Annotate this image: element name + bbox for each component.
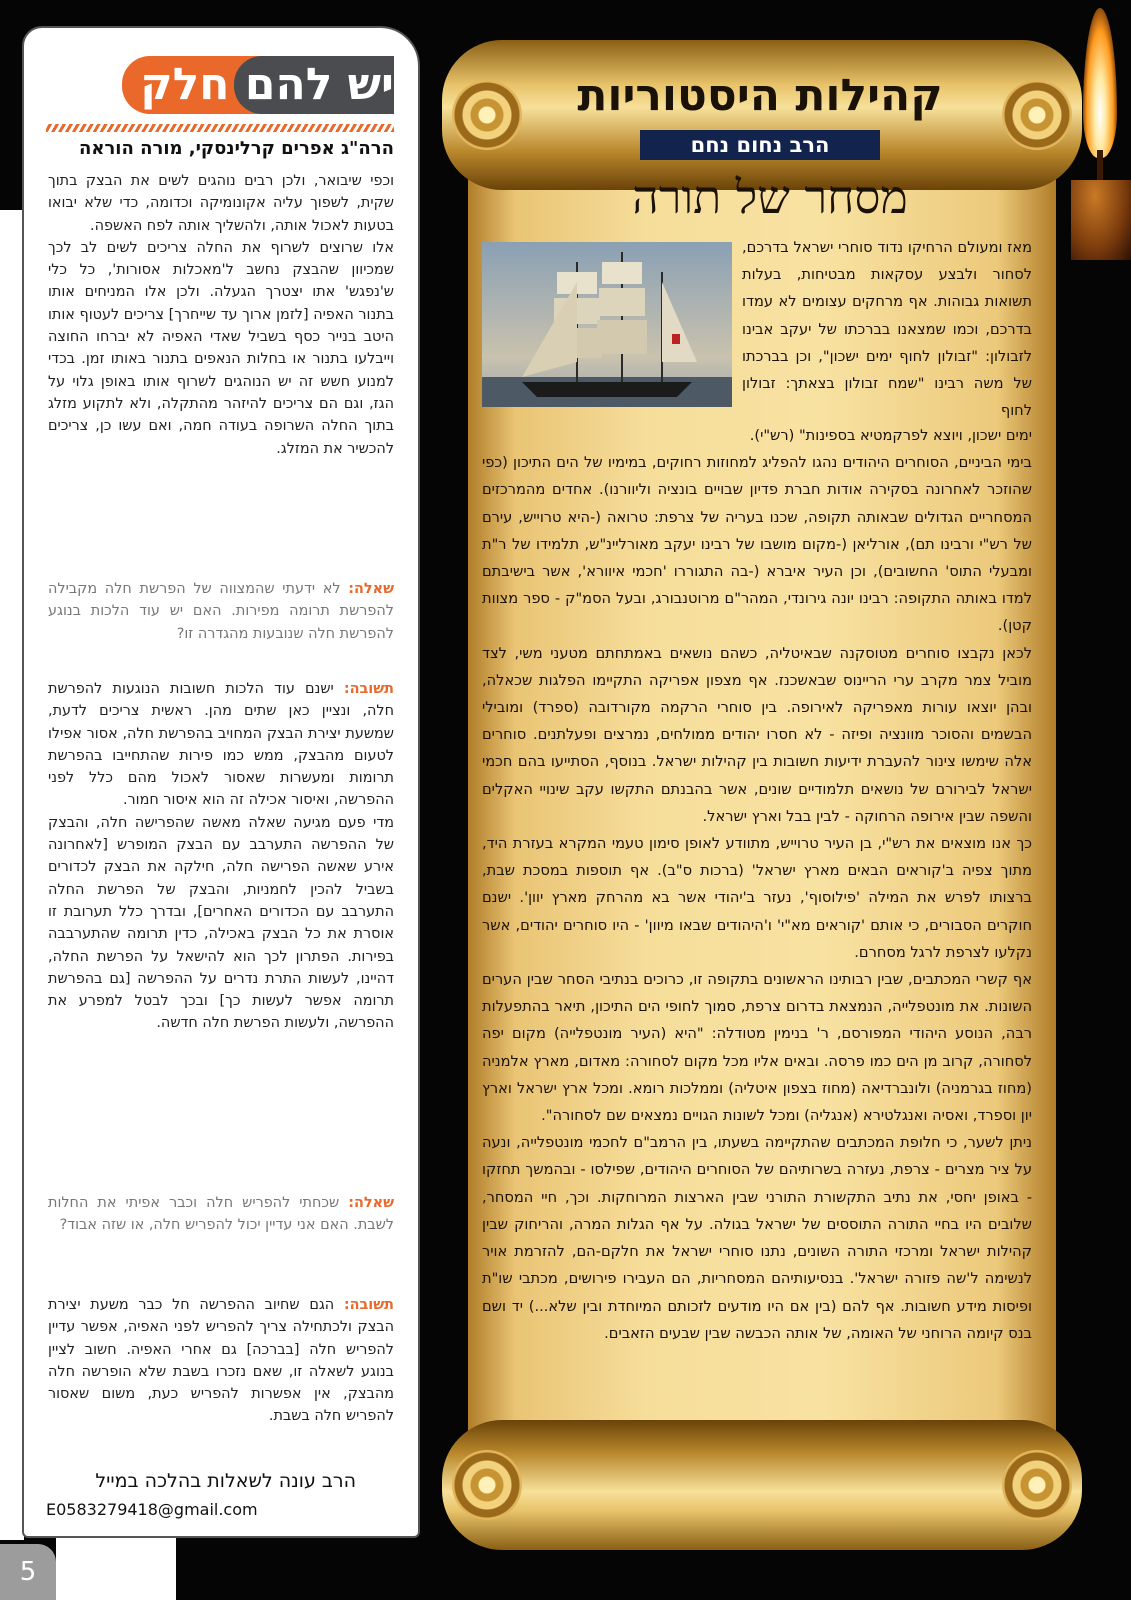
contact-email[interactable]: E0583279418@gmail.com: [46, 1500, 258, 1519]
answer-2-text: הגם שחיוב ההפרשה חל כבר משעת יצירת הבצק ולכתחילה צריך להפריש לפני האפיה, אפשר עדיין להפריש חלה [בברכה] גם אחרי האפיה. חשוב לציין בנוגע לשאלה זו, שאם נזכרו בשבת שלא הופרשה חלה מהבצק, אין אפשרות להפריש כעת, משום שאסור להפריש חלה בשבת.: [48, 1297, 394, 1425]
candle-flame: [1083, 8, 1117, 158]
scroll-curl-bottom-left: [452, 1450, 522, 1520]
article-body: [482, 422, 1032, 1347]
qa-intro-p1: וכפי שיבואר, ולכן רבים נוהגים לשים את הבצק בתוך שקית, לשפוך עליה אקונומיקה וכדומה, כדי שלא יבואו בטעות לאכול אותה, ולהשליך אותה לפח האשפה.: [48, 173, 394, 234]
contact-line: הרב עונה לשאלות בהלכה במייל: [95, 1470, 356, 1492]
sailing-ship-photo: [482, 242, 732, 407]
question-1-text: לא ידעתי שהמצווה של הפרשת חלה מקבילה להפרשת תרומה מפירות. האם יש עוד הלכות בנוגע להפרשת חלה שנובעות מהגדרה זו?: [48, 581, 394, 642]
question-1: [48, 578, 394, 645]
scroll-curl-bottom-right: [1002, 1450, 1072, 1520]
article-intro: מאז ומעולם הרחיקו נדוד סוחרי ישראל בדרכם, לסחור ולבצע עסקאות מבטיחות, בעלות תשואות גבוהות. אף מרחקים עצומים לא עמדו בדרכם, וכמו שמצאנו בברכתו של יעקב אבינו לזבולון: "זבולון לחוף ימים ישכון", וכן בברכתו של משה רבינו "שמח זבולון בצאתך: זבולון לחוף: [742, 239, 1032, 420]
qa-intro: [48, 170, 394, 460]
article-p2: בימי הביניים, הסוחרים היהודים נהגו להפליג למחוזות רחוקים, במימיו של הים התיכון (כפי שהוזכר לאחרונה בסקירה אודות חברת פדיון שבויים בונציה וליוורנו). אחדים מהמרכזים המסחריים הגדולים שבאותה תקופה, שכנו בעריה של צרפת: טרואה (-היא טרוייש, עירם של רש"י ורבינו תם), אורליאן (-מקום מושבו של רבינו יעקב מאורליינ"ש, תלמידו של ר"ת ומבעלי התוס' החשובים), וכן העיר איברא (-בה התגוררו 'חכמי איוורא', אשר בישיבתם למדו באותה התקופה: רבינו יונה גירונדי, המהר"ם מרוטנבורג, ובעל הסמ"ק - ספר מצוות קטן).: [482, 454, 1032, 635]
article-p6: ניתן לשער, כי חלופת המכתבים שהתקיימה בשעתו, בין הרמב"ם לחכמי מונטפלייה, ונעה על ציר מצרים - צרפת, נעזרה בשרותיהם של הסוחרים היהודים, שפילסו - ובהמשך תחזקו - באופן יחסי, את נתיב התקשורת התורני שבין הארצות המרוחקות. וכך, חיי המסחר, שלובים היו בחיי התורה התוססים של ישראל בגולה. על אף הגלות המרה, והריחוק שבין קהילות ישראל ומרכזי התורה השונים, נתנו סוחרי ישראל את חלקם-הם, להזרמת אויר לנשימה ל'שה פזורה ישראל'. בנסיעותיהם המסחריות, הם העבירו פירושים, מכתבי שו"ת ופיסות מידע חשובות. אף להם (בין אם היו מודעים לזכותם המיוחדת ובין שלא...) יד ושם בנס קיומה הרוחני של האומה, של אותה הכבשה שבין שבעים הזאבים.: [482, 1134, 1032, 1342]
question-2-text: שכחתי להפריש חלה וכבר אפיתי את החלות לשבת. האם אני עדיין יכול להפריש חלה, או שזה אבוד?: [48, 1195, 394, 1234]
article-p1-cont: ימים ישכון, ויוצא לפרקמטיא בספינות" (רש"י).: [749, 427, 1032, 444]
answer-2-label: תשובה:: [343, 1297, 394, 1313]
article-p5: אף קשרי המכתבים, שבין רבותינו הראשונים בתקופה זו, כרוכים בנתיבי הסחר שבין הערים השונות. את מונטפלייה, הנמצאת בדרום צרפת, סמוך לחופי הים התיכון, תיאר בהתפעלות רבה, הנוסע היהודי המפורסם, ר' בנימין מטודלה: "היא (העיר מונטפלייה) מקום יפה לסחורה, קרוב מן הים כמו פרסה. ובאים אליו מכל מקום לסחורה: מאדום, מארץ אלמניה (מחוז בגרמניה) ולונברדיאה (מחוז בצפון איטליה) וממלכות רומא. ומכל ארץ ישראל וארץ יון וספרד, ואסיה ואנגלטירא (אנגליה) ומכל לשונות הגויים נמצאים שם לסחורה".: [482, 971, 1032, 1125]
scroll-curl-top-right: [1002, 80, 1072, 150]
header-word-3: חלק: [140, 59, 230, 110]
question-2-label: שאלה:: [348, 1195, 394, 1211]
qa-intro-p2: אלו שרוצים לשרוף את החלה צריכים לשים לב לכך שמכיוון שהבצק נחשב ל'מאכלות אסורות', כל כלי ש'נפגש' אתו יצטרך הגעלה. ולכן אלו המניחים אותו בתנור האפיה [לזמן ארוך עד שייחרך] צריכים לעטוף אותו היטב בנייר כסף בשביל שאדי האפיה לא יברחו החוצה וייבלעו בתנור או בחלות הנאפים בתנור באותו זמן. בכדי למנוע חשש זה יש הנוהגים לשרוף אותו באופן גלוי על הגז, וגם הם צריכים להיזהר מהתקלה, ולא לתקוע מזלג בתוך החלה השרופה בעודה חמה, ואם עשו כן, צריכים להכשיר את המזלג.: [48, 239, 394, 457]
bottom-white-tab: [56, 1538, 176, 1600]
question-2: [48, 1192, 394, 1237]
article-title: מסחר של תורה: [632, 170, 908, 224]
author-label: הרב נחום נחם: [640, 130, 880, 160]
article-p4: כך אנו מוצאים את רש"י, בן העיר טרוייש, מתוודע לאופן סימון טעמי המקרא בעזרת היד, מתוך צפיה ב'קוראים הבאים מארץ ישראל' (ברכות ס"ב). אף תוספות במסכת שבת, ברצותו לפרש את המילה 'פילוסוף', נעזר ב'יהודי אשר בא מהרחק מארץ יוון'. ישנם חוקרים הסבורים, כי אותם 'קוראים מא"י' ו'היהודים שבאו מיוון' - היו סוחרים יהודים, אשר נקלעו לצרפת לרגל מסחרם.: [482, 835, 1032, 961]
question-1-label: שאלה:: [348, 581, 394, 597]
answer-1: [48, 678, 394, 1035]
section-title: קהילות היסטוריות: [577, 70, 943, 121]
answer-1-p2: מדי פעם מגיעה שאלה מאשה שהפרישה חלה, והבצק של ההפרשה התערבב עם הבצק המופרש [לאחרונה אירע שאשה הפרישה חלה, חילקה את הבצק לכדורים בשביל להכין לחמניות, והבצק של הפרשת החלה התערבב עם הכדורים האחרים], ובדרך כלל תערובת זו אוסרת את כל הבצק באכילה, כדין תרומה שהתערבבה בפירות. הפתרון לכך הוא להישאל על הפרשת החלה, דהיינו, לעשות התרת נדרים על ההפרשה [גם בהפרשת תרומה אפשר לעשות כך] ובכך לבטל למפרע את ההפרשה, ולעשות הפרשת חלה חדשה.: [48, 814, 394, 1032]
scroll-curl-top-left: [452, 80, 522, 150]
answer-1-text: ישנם עוד הלכות חשובות הנוגעות להפרשת חלה, ונציין כאן שתים מהן. ראשית צריכים לדעת, שמשעת יצירת הבצק המחויב בהפרשת חלה, אסור אפילו לטעום מהבצק, ממש כמו פירות שהתחייבו בהפרשת תרומות ומעשרות שאסור לאכול מהם כלל לפני ההפרשה, ואיסור אכילה זה הוא איסור חמור.: [48, 681, 394, 809]
answer-2: [48, 1294, 394, 1428]
column-header: [122, 56, 394, 114]
scroll-bottom-roll: [442, 1420, 1082, 1550]
answer-1-label: תשובה:: [343, 681, 394, 697]
panel-side-strip: [0, 210, 24, 1540]
header-hatch-divider: [46, 124, 394, 132]
rabbi-title: הרה"ג אפרים קרלינסקי, מורה הוראה: [79, 138, 394, 159]
header-word-1: יש: [347, 59, 394, 110]
header-text: [132, 58, 394, 112]
header-word-2: להם: [244, 59, 333, 110]
page-number: 5: [0, 1544, 56, 1600]
article-p3: לכאן נקבצו סוחרים מטוסקנה שבאיטליה, כשהם נושאים באמתחתם מטעני משי, לצד מוביל צמר מקרב ערי הריינוס שבאשכנז. אף מצפון אפריקה התקיימו הפלגות שכאלה, ובהן יוצאו עורות מאפריקה לאירופה. בין סוחרי הרקמה מקורדובה (ספרד) ומובילי הבשמים והסוכר מוונציה ופיזה - לא חסרו יהודים ממולחים, נמרצים ופעלתנים. סוחרים אלה שימשו צינור להעברת ידיעות חשובות בין קהילות ישראל. בנוסף, הסתייעו בהם חכמי ישראל לבירורם של נושאים תלמודיים שונים, אשר בהבנתם התקשו עקב שינויי האקלים והשפה שבין אירופה הרחוקה - לבין בבל וארץ ישראל.: [482, 644, 1032, 825]
